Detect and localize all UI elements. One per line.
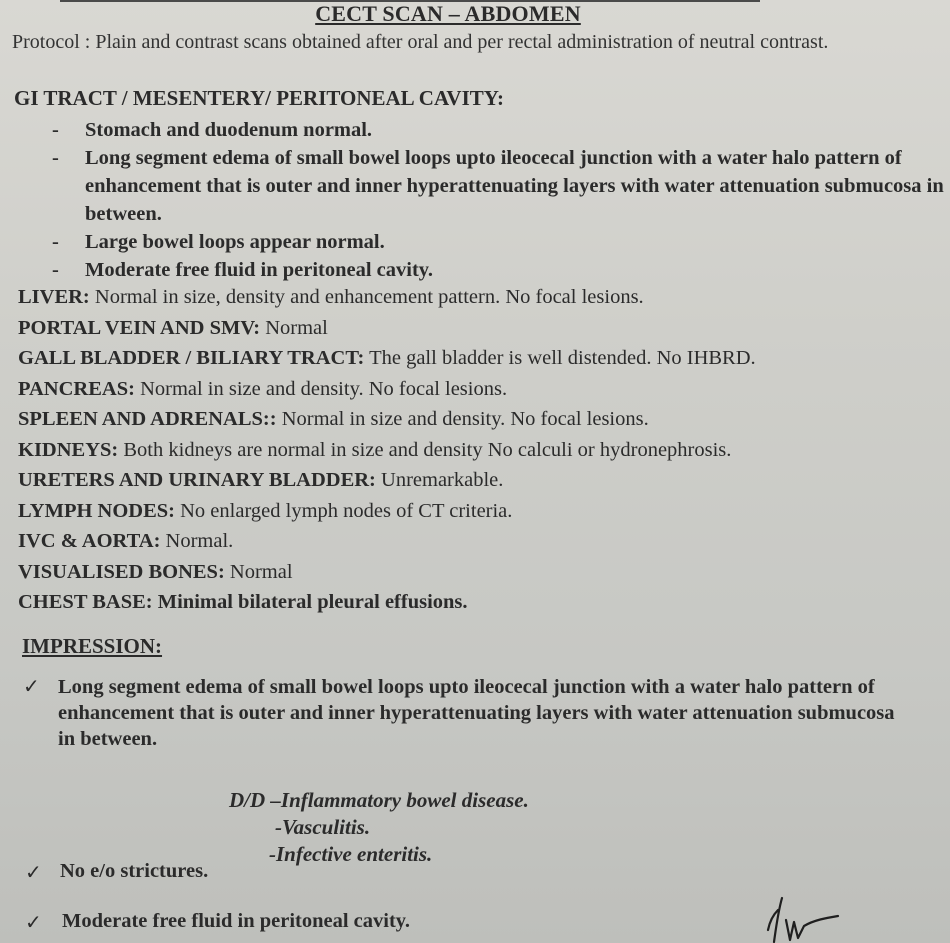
organ-row-ureters [18, 465, 948, 496]
check-icon: ✓ [23, 676, 40, 698]
list-item [0, 910, 410, 933]
organ-row-bones [18, 557, 948, 588]
organ-row-lymph-nodes [18, 496, 948, 527]
impression-list [0, 674, 950, 752]
bullet-dash: - [52, 147, 59, 169]
gi-section-heading: GI TRACT / MESENTERY/ PERITONEAL CAVITY: [14, 86, 504, 110]
organ-label: IVC & AORTA: [18, 530, 161, 552]
bullet-dash: - [52, 119, 59, 141]
organ-label: LIVER: [18, 286, 90, 308]
check-icon: ✓ [25, 862, 42, 884]
organ-row-portal-vein [18, 313, 948, 344]
gi-findings-list [0, 116, 950, 284]
list-item [0, 144, 950, 228]
list-item [0, 228, 950, 256]
gi-finding-text: Large bowel loops appear normal. [85, 231, 385, 253]
dd-line: -Infective enteritis. [269, 842, 433, 866]
organ-row-ivc-aorta [18, 526, 948, 557]
list-item [0, 860, 208, 883]
organ-value: The gall bladder is well distended. No IHBRD. [364, 347, 756, 369]
differential-diagnosis [229, 787, 529, 868]
impression-heading: IMPRESSION: [22, 634, 163, 658]
list-item [0, 674, 908, 752]
impression-finding-text: Moderate free fluid in peritoneal cavity. [62, 910, 411, 932]
organ-value: Both kidneys are normal in size and density No calculi or hydronephrosis. [118, 438, 732, 461]
check-icon: ✓ [25, 912, 42, 934]
list-item [0, 116, 950, 144]
organ-label: LYMPH NODES: [18, 499, 175, 522]
organ-value: Normal in size, density and enhancement pattern. No focal lesions. [89, 286, 644, 308]
organ-row-chest-base [18, 587, 948, 618]
organ-value: Minimal bilateral pleural effusions. [152, 591, 468, 613]
organ-value: Normal [260, 316, 328, 339]
organ-label: CHEST BASE: [18, 591, 153, 613]
organ-row-spleen [18, 404, 948, 435]
dd-line: -Vasculitis. [275, 815, 371, 839]
organ-value: Normal. [160, 530, 234, 552]
organ-value: Unremarkable. [375, 469, 504, 491]
impression-finding-text: No e/o strictures. [60, 860, 209, 882]
gi-finding-text: Moderate free fluid in peritoneal cavity. [85, 259, 434, 281]
impression-finding-text: Long segment edema of small bowel loops upto ileocecal junction with a water halo pattern of enhancement that is outer and inner hyperattenuating layers with water attenuation submucosa in between. [58, 676, 895, 750]
gi-finding-text: Stomach and duodenum normal. [85, 119, 373, 141]
organ-row-pancreas [18, 374, 948, 405]
organ-value: No enlarged lymph nodes of CT criteria. [175, 499, 513, 522]
organ-label: PANCREAS: [18, 377, 135, 400]
organ-findings-list [18, 282, 948, 618]
list-item [0, 256, 950, 284]
organ-value: Normal in size and density. No focal lesions. [276, 408, 649, 430]
dd-line: D/D –Inflammatory bowel disease. [229, 788, 529, 812]
organ-label: KIDNEYS: [18, 438, 119, 461]
gi-finding-text: Long segment edema of small bowel loops upto ileocecal junction with a water halo pattern of enhancement that is outer and inner hyperattenuating layers with water attenuation submucosa in between. [85, 147, 944, 225]
report-title: CECT SCAN – ABDOMEN [315, 1, 581, 26]
organ-value: Normal [224, 560, 293, 583]
organ-value: Normal in size and density. No focal lesions. [134, 377, 508, 400]
protocol-text: Protocol : Plain and contrast scans obtained after oral and per rectal administration of neutral contrast. [12, 31, 829, 53]
organ-label: GALL BLADDER / BILIARY TRACT: [18, 347, 365, 369]
organ-row-liver [18, 282, 948, 313]
bullet-dash: - [52, 259, 59, 281]
organ-label: URETERS AND URINARY BLADDER: [18, 469, 376, 491]
organ-label: SPLEEN AND ADRENALS:: [18, 408, 277, 430]
organ-label: VISUALISED BONES: [18, 560, 225, 583]
signature-icon [760, 890, 850, 943]
organ-row-gall-bladder [18, 343, 948, 374]
organ-row-kidneys [18, 435, 948, 466]
organ-label: PORTAL VEIN AND SMV: [18, 316, 261, 339]
bullet-dash: - [52, 231, 59, 253]
